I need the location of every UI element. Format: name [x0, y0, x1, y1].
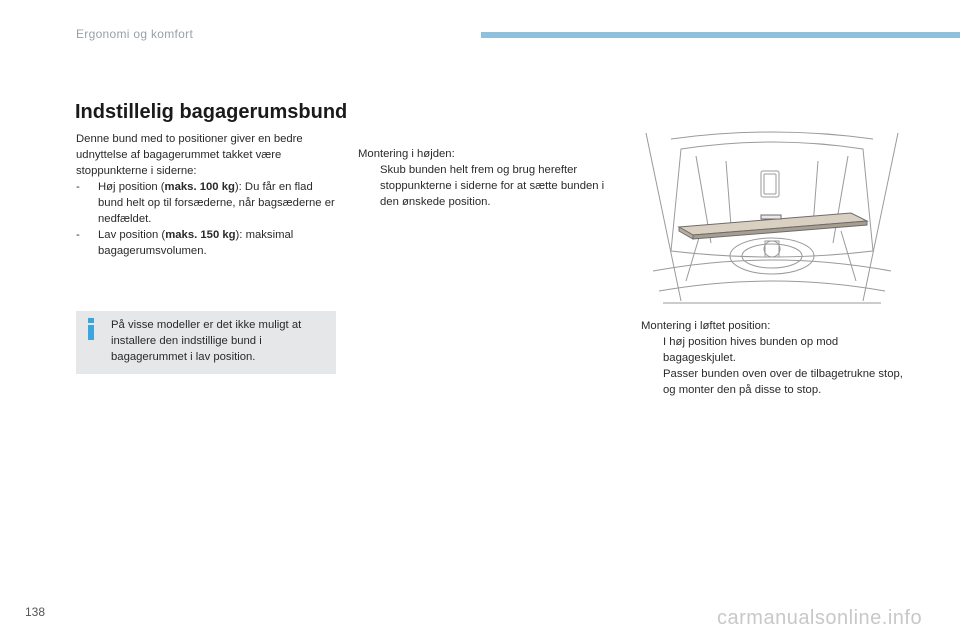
- item-text: Passer bunden oven over de tilbagetrukne stop, og monter den på disse to stop.: [663, 368, 903, 396]
- list-item: [358, 162, 608, 210]
- item-text: Skub bunden helt frem og brug herefter stoppunkterne i siderne for at sætte bunden i den ønskede position.: [380, 164, 605, 208]
- watermark: carmanualsonline.info: [717, 607, 923, 629]
- info-text: På visse modeller er det ikke muligt at installere den indstillige bund i bagagerummet i lav position.: [111, 319, 302, 363]
- list-item: [76, 227, 338, 259]
- list-marker: -: [76, 181, 80, 193]
- header-accent-bar: [481, 32, 960, 38]
- intro-column: [76, 131, 338, 259]
- info-icon: [86, 318, 96, 340]
- header-section-title: Ergonomi og komfort: [76, 27, 194, 41]
- item-prefix: Lav position (: [98, 229, 166, 241]
- item-suffix: ): Du får en flad bund helt op til forsæderne, når bagsæderne er nedfældet.: [98, 181, 335, 225]
- item-text: I høj position hives bunden op mod bagageskjulet.: [663, 336, 839, 364]
- item-bold: maks. 150 kg: [165, 229, 236, 241]
- item-bold: maks. 100 kg: [164, 181, 235, 193]
- list-item: [76, 179, 338, 227]
- page-title: Indstillelig bagagerumsbund: [75, 101, 348, 123]
- list-marker: -: [76, 229, 80, 241]
- page-number: 138: [25, 605, 46, 619]
- mount-height-column: [358, 146, 608, 210]
- list-item: [641, 366, 911, 398]
- list-item: [641, 334, 911, 366]
- mount-raised-heading: Montering i løftet position:: [641, 320, 771, 332]
- item-suffix: ): maksimal bagagerumsvolumen.: [98, 229, 294, 257]
- mount-height-heading: Montering i højden:: [358, 148, 455, 160]
- item-prefix: Høj position (: [98, 181, 165, 193]
- trunk-floor-illustration: [641, 131, 903, 306]
- mount-raised-column: [641, 318, 911, 398]
- intro-text: Denne bund med to positioner giver en bedre udnyttelse af bagagerummet takket være stoppunkterne i siderne:: [76, 133, 303, 177]
